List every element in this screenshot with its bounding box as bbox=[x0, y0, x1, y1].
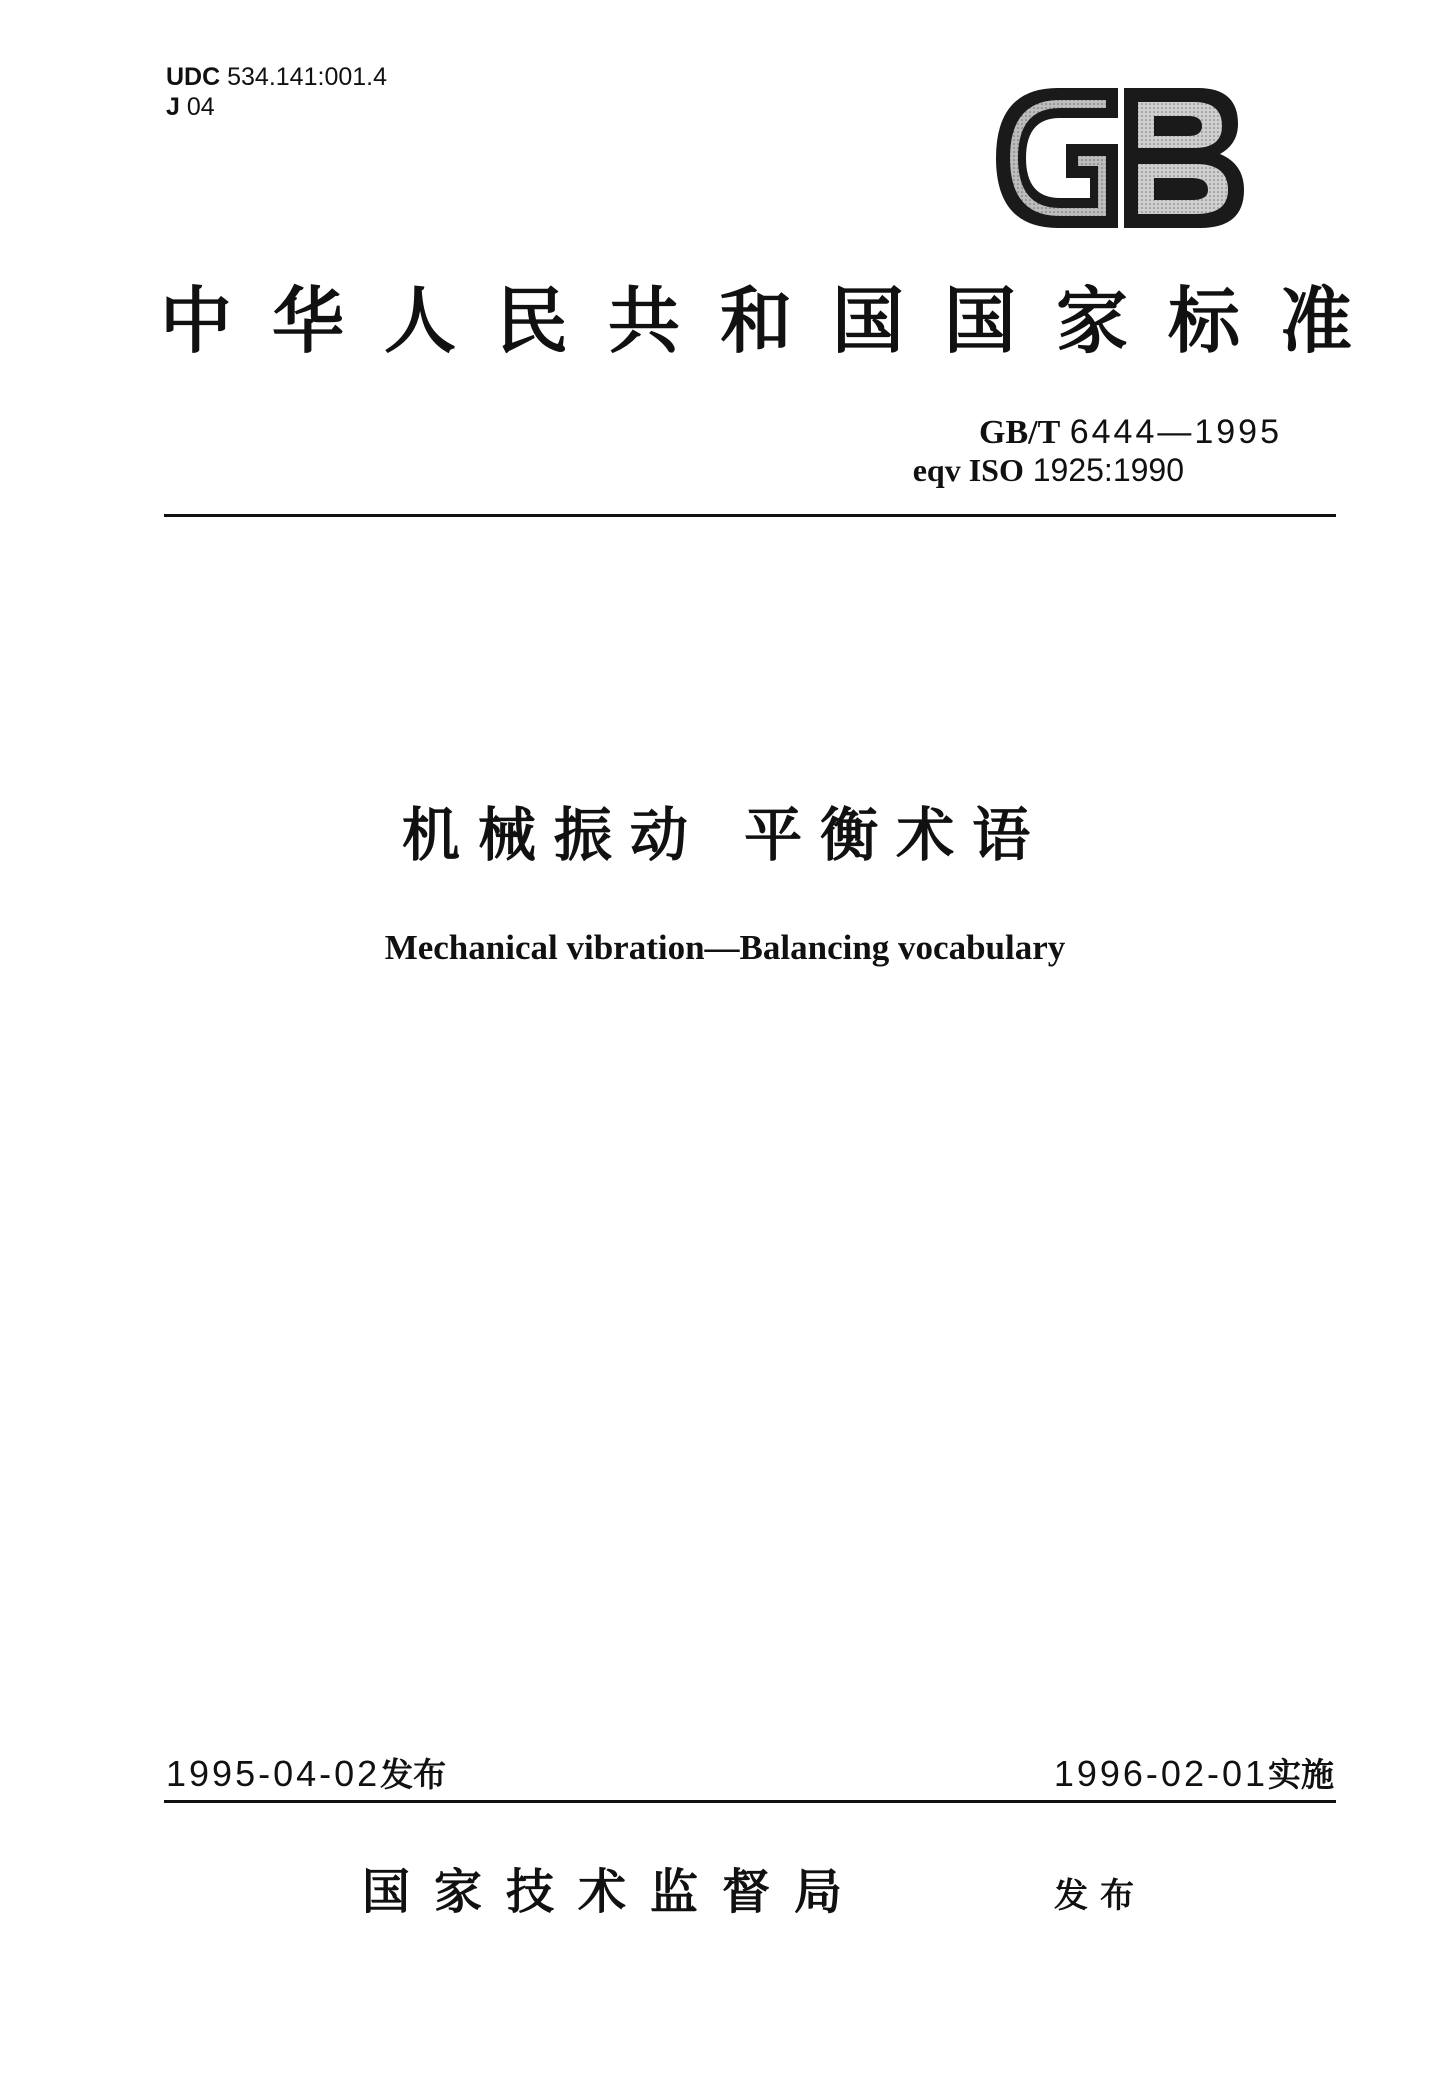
issue-date bbox=[166, 1752, 446, 1797]
national-standard-title: 中华人民共和国国家标准 bbox=[160, 279, 1393, 363]
classification-code bbox=[166, 92, 215, 122]
issue-date-label: 发布 bbox=[380, 1755, 447, 1794]
header-divider bbox=[164, 514, 1336, 517]
standard-number-prefix: GB/T bbox=[979, 414, 1061, 451]
document-title-en: Mechanical vibration—Balancing vocabulary bbox=[384, 928, 1066, 967]
effective-date-value: 1996-02-01 bbox=[1053, 1753, 1268, 1794]
document-title-cn: 机械振动 平衡术语 bbox=[401, 801, 1049, 869]
gb-logo bbox=[988, 82, 1250, 234]
issuing-authority: 国家技术监督局 bbox=[362, 1864, 867, 1920]
standard-number-value: 6444—1995 bbox=[1069, 413, 1282, 451]
j-value: 04 bbox=[186, 93, 215, 121]
equivalent-prefix: eqv ISO bbox=[912, 452, 1024, 488]
standard-number bbox=[979, 414, 1282, 451]
equivalent-number: 1925:1990 bbox=[1032, 452, 1184, 488]
equivalent-standard bbox=[913, 452, 1184, 488]
j-label: J bbox=[166, 93, 180, 121]
udc-value: 534.141:001.4 bbox=[227, 63, 388, 91]
issue-date-value: 1995-04-02 bbox=[166, 1753, 381, 1794]
effective-date-label: 实施 bbox=[1268, 1755, 1334, 1794]
udc-label: UDC bbox=[166, 63, 221, 91]
udc-code bbox=[166, 62, 387, 92]
footer-divider bbox=[164, 1800, 1336, 1803]
issuing-action: 发布 bbox=[1054, 1876, 1146, 1916]
effective-date bbox=[1054, 1752, 1334, 1797]
